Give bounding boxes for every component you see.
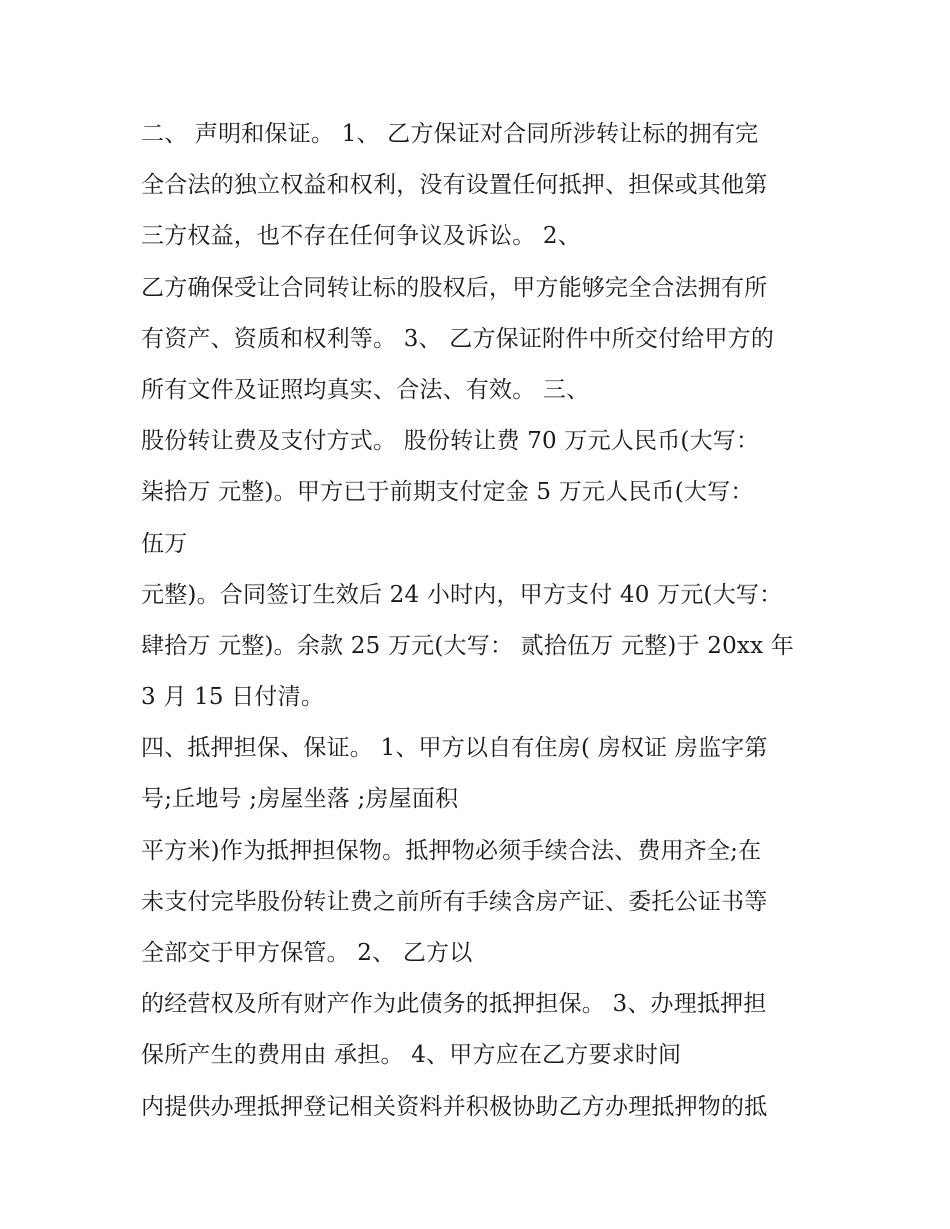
text-line: 平方米)作为抵押担保物。抵押物必须手续合法、费用齐全;在: [141, 837, 762, 864]
text-line: 全部交于甲方保管。 2、 乙方以: [141, 940, 473, 966]
text-line: 股份转让费及支付方式。 股份转让费 70 万元人民币(大写：: [141, 428, 760, 455]
text-line: 乙方确保受让合同转让标的股权后，甲方能够完全合法拥有所: [141, 274, 768, 301]
text-line: 元整)。合同签订生效后 24 小时内，甲方支付 40 万元(大写：: [141, 581, 783, 608]
text-line: 有资产、资质和权利等。 3、 乙方保证附件中所交付给甲方的: [141, 325, 775, 352]
text-line: 未支付完毕股份转让费之前所有手续含房产证、委托公证书等: [141, 888, 768, 915]
text-line: 的经营权及所有财产作为此债务的抵押担保。 3、办理抵押担: [141, 991, 767, 1018]
text-line: 全合法的独立权益和权利，没有设置任何抵押、担保或其他第: [141, 172, 768, 199]
text-line: 四、抵押担保、保证。 1、甲方以自有住房( 房权证 房监字第: [141, 735, 768, 762]
text-line: 二、 声明和保证。 1、 乙方保证对合同所涉转让标的拥有完: [141, 121, 759, 147]
text-line: 保所产生的费用由 承担。 4、甲方应在乙方要求时间: [141, 1042, 682, 1069]
text-line: 内提供办理抵押登记相关资料并积极协助乙方办理抵押物的抵: [141, 1093, 768, 1120]
text-line: 肆拾万 元整)。余款 25 万元(大写： 贰拾伍万 元整)于 20xx 年: [141, 632, 794, 659]
text-line: 所有文件及证照均真实、合法、有效。 三、: [141, 376, 590, 403]
text-line: 伍万: [141, 530, 188, 557]
text-line: 3 月 15 日付清。: [141, 684, 325, 711]
text-line: 号;丘地号 ;房屋坐落 ;房屋面积: [141, 786, 459, 813]
body-text: [141, 109, 841, 1133]
text-line: 三方权益，也不存在任何争议及诉讼。 2、: [141, 223, 581, 250]
text-line: 柒拾万 元整)。甲方已于前期支付定金 5 万元人民币(大写：: [141, 479, 754, 506]
